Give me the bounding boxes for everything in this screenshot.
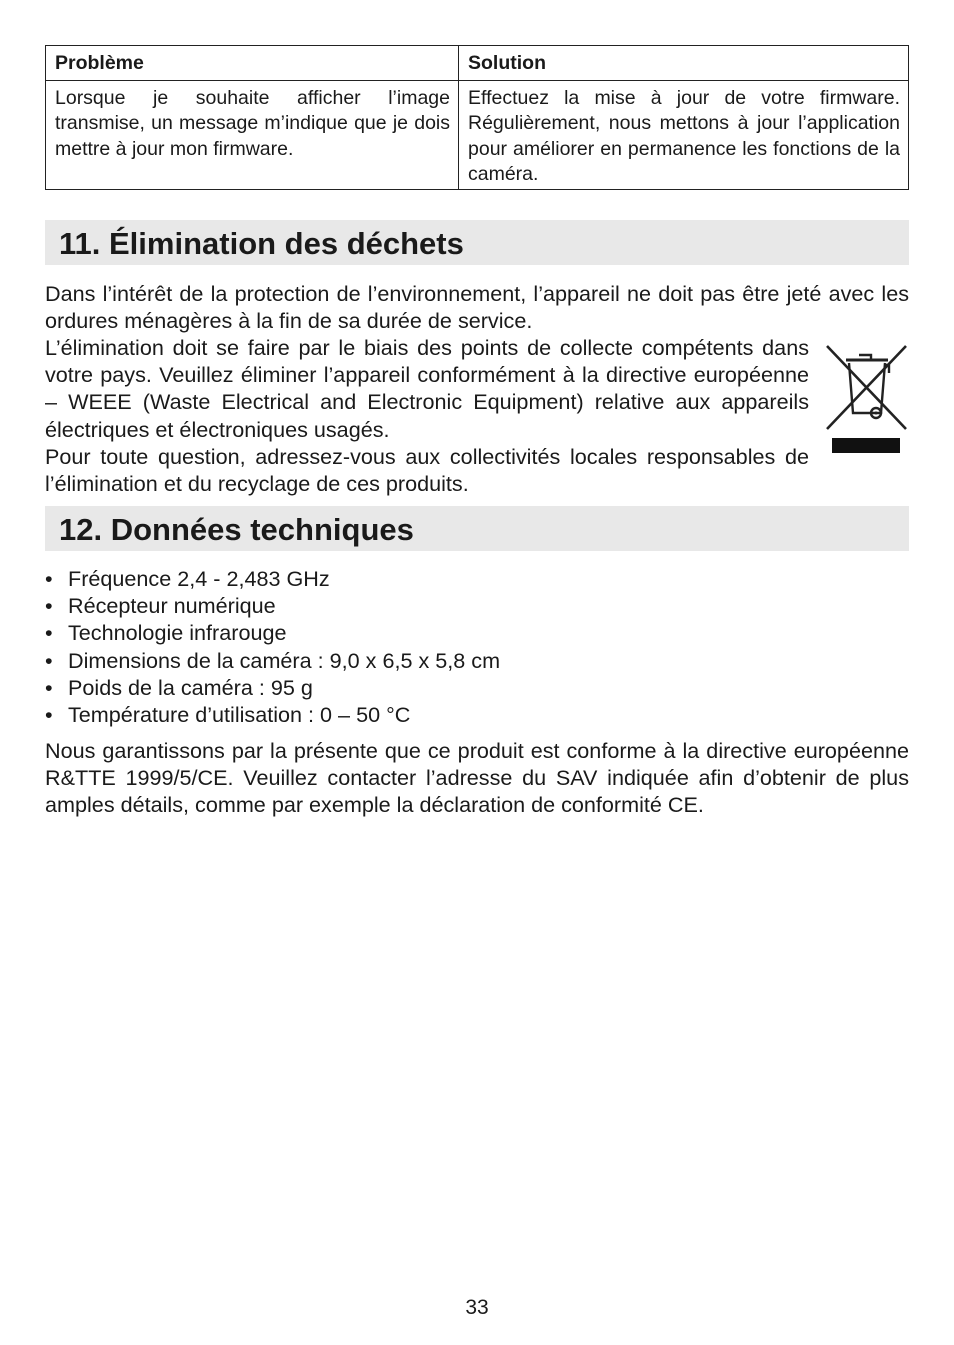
list-item: • Dimensions de la caméra : 9,0 x 6,5 x 5,8 cm: [45, 647, 500, 674]
list-item: • Récepteur numérique: [45, 592, 500, 619]
disposal-paragraph-3: Pour toute question, adressez-vous aux collectivités locales responsables de l’élimination et du recyclage de ces produits.: [45, 444, 809, 497]
column-header-problem: Problème: [46, 46, 459, 81]
disposal-paragraph-2: L’élimination doit se faire par le biais des points de collecte compétents dans votre pays. Veuillez éliminer l’appareil conformément à la directive européenne – WEEE (Waste Electrical and Electronic Equipment) relative aux appareils électriques et électroniques usagés.: [45, 335, 809, 442]
list-item: • Fréquence 2,4 - 2,483 GHz: [45, 565, 500, 592]
list-item: • Poids de la caméra : 95 g: [45, 674, 500, 701]
table-header-row: [46, 46, 909, 81]
conformity-paragraph: Nous garantissons par la présente que ce produit est conforme à la directive européenne R&TTE 1999/5/CE. Veuillez contacter l’adresse du SAV indiquée afin d’obtenir de plus amples détails, comme par exemple la déclaration de conformité CE.: [45, 738, 909, 818]
section-heading-technical-data: 12. Données techniques: [45, 506, 909, 551]
troubleshooting-table: [45, 45, 909, 190]
table-row: [46, 80, 909, 189]
section-heading-disposal: 11. Élimination des déchets: [45, 220, 909, 265]
table-cell-solution: Effectuez la mise à jour de votre firmware. Régulièrement, nous mettons à jour l’application pour améliorer en permanence les fonctions de la caméra.: [459, 80, 909, 189]
page-number: 33: [465, 1296, 489, 1319]
list-item: • Température d’utilisation : 0 – 50 °C: [45, 701, 500, 728]
disposal-paragraph-1: Dans l’intérêt de la protection de l’environnement, l’appareil ne doit pas être jeté avec les ordures ménagères à la fin de sa durée de service.: [45, 281, 909, 334]
table-cell-problem: Lorsque je souhaite afficher l’image transmise, un message m’indique que je dois mettre à jour mon firmware.: [46, 80, 459, 189]
column-header-solution: Solution: [459, 46, 909, 81]
spec-list: [45, 565, 500, 728]
crossed-out-wheelie-bin-icon: [824, 343, 910, 457]
list-item: • Technologie infrarouge: [45, 619, 500, 646]
